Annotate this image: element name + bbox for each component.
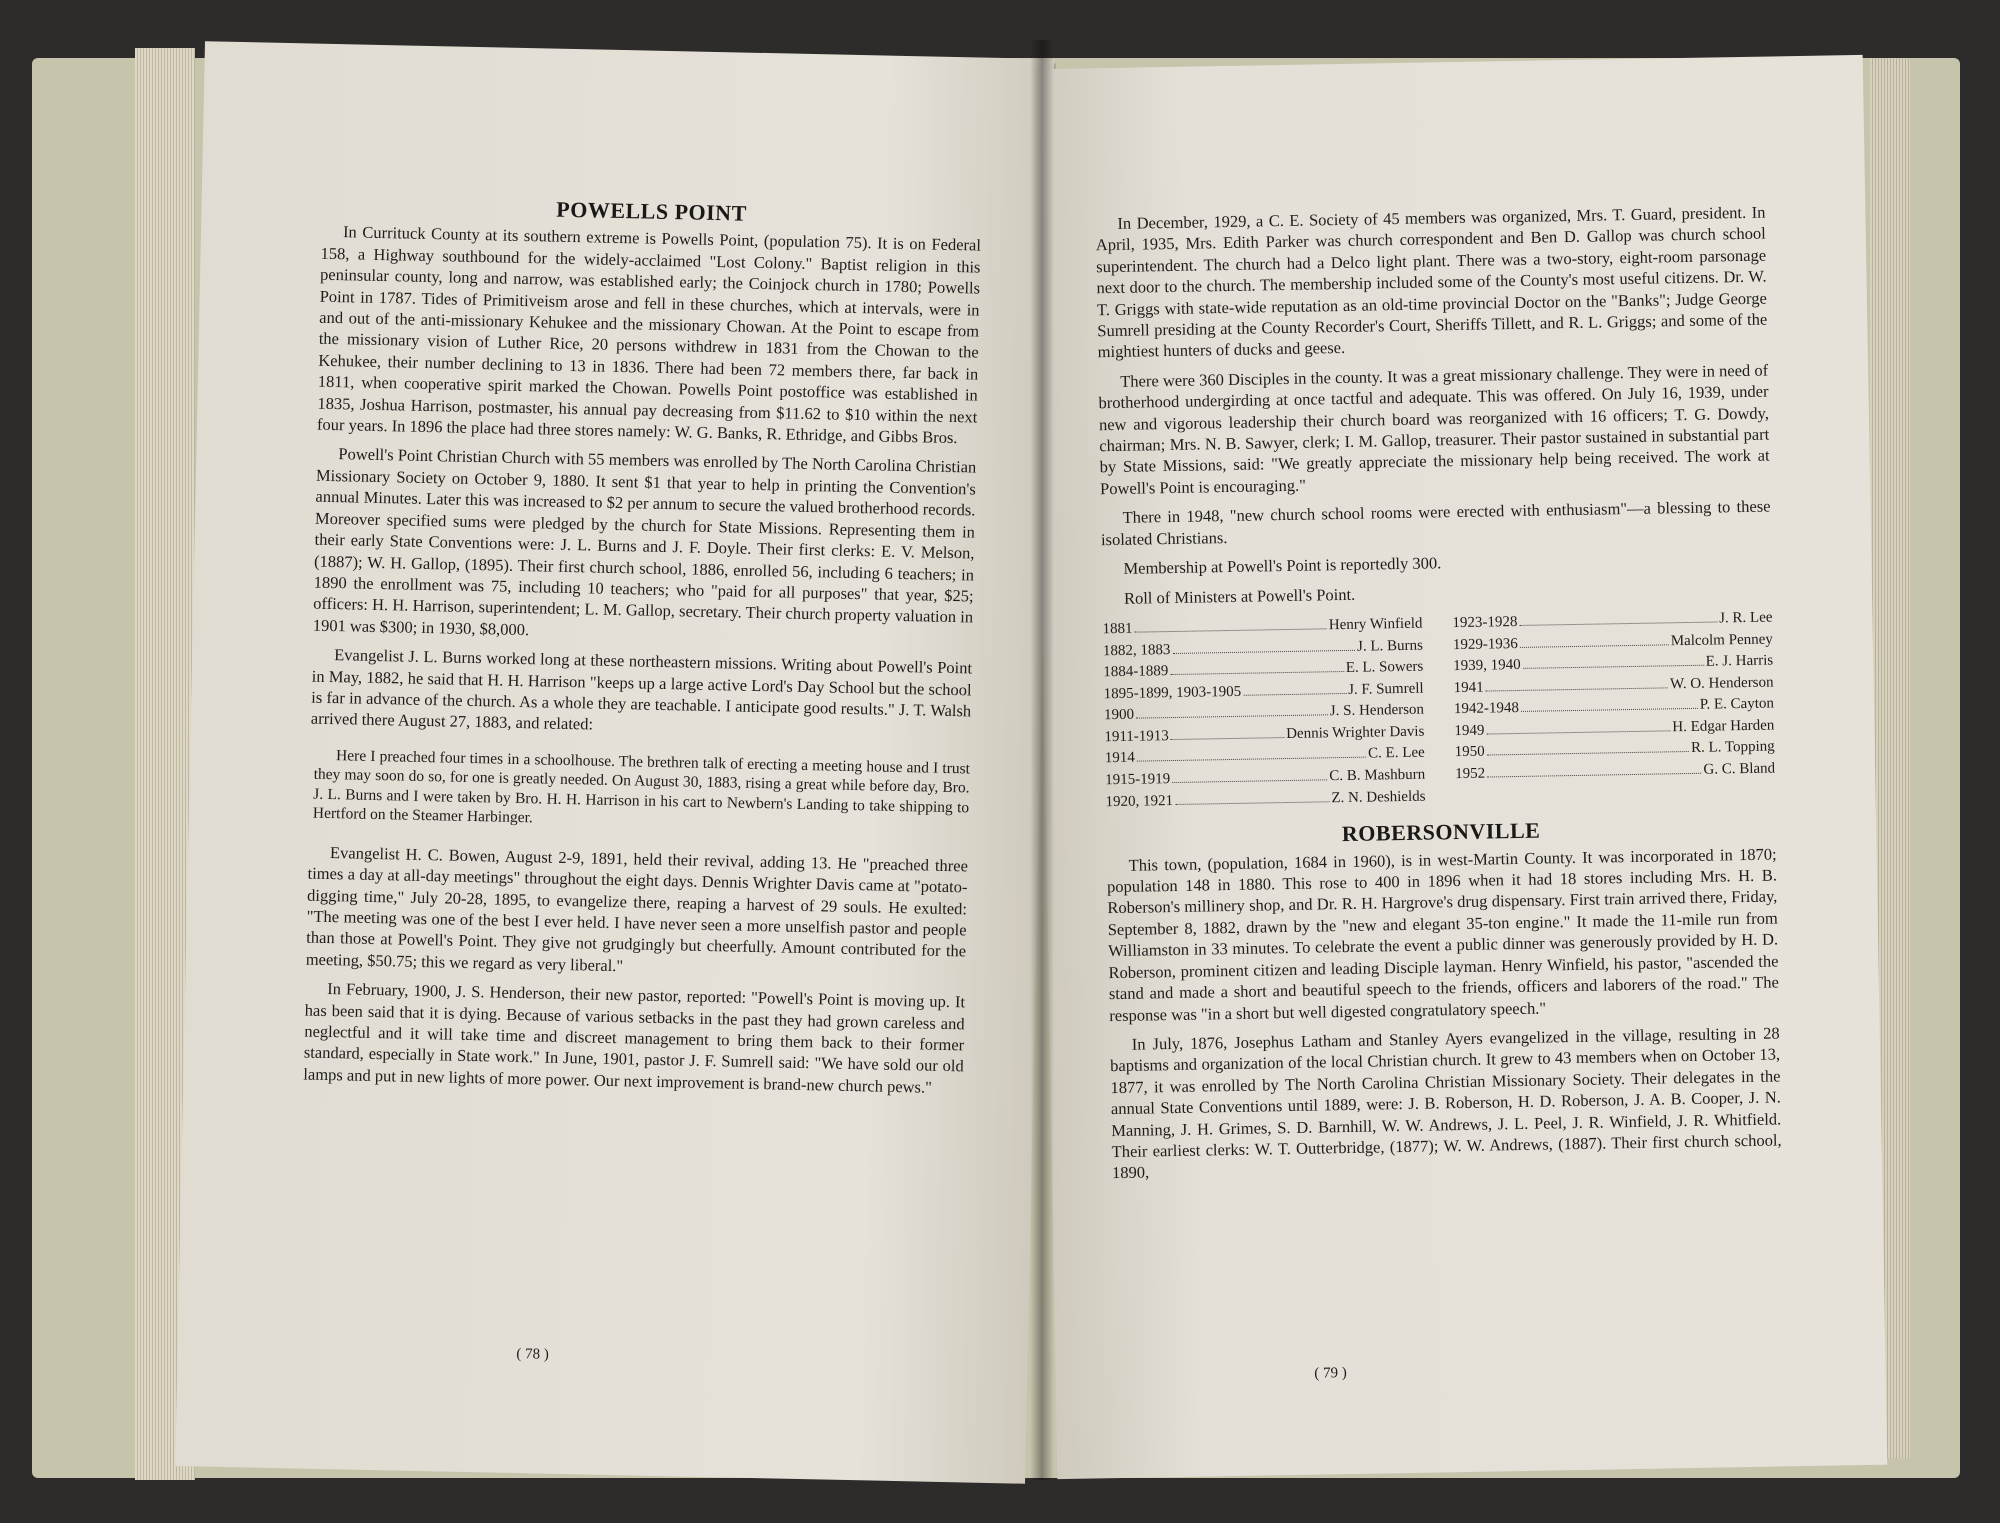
- leader-dots: [1137, 756, 1366, 762]
- roll-minister-name: P. E. Cayton: [1699, 695, 1775, 714]
- paragraph: In December, 1929, a C. E. Society of 45 members was organized, Mrs. T. Guard, president. In April, 1935, Mrs. Edith Parker was church correspondent and Ben D. Gallop was church school superintendent. The church had a Delco light plant. There was a two-story, eight-room parsonage next door to the church. The membership included some of the County's most useful citizens. Dr. W. T. Griggs with state-wide reputation as an old-time provincial Doctor on the "Banks"; Judge George Sumrell presiding at the County Recorder's Court, Sheriffs Tillett, and R. L. Griggs; and some of the mightiest hunters of ducks and geese.: [1095, 202, 1768, 362]
- roll-minister-name: E. J. Harris: [1705, 652, 1774, 670]
- roll-years: 1952: [1454, 765, 1486, 783]
- leader-dots: [1172, 648, 1355, 653]
- paragraph: There were 360 Disciples in the county. It was a great missionary challenge. They were in need of brotherhood undergirding at once tactful and adequate. This was offered. On July 16, 1939, under new and vigorous leadership their church board was reorganized with 16 officers; T. G. Dowdy, chairman; Mrs. N. B. Sawyer, clerk; I. M. Gallop, treasurer. Their pastor sustained in substantial part by State Missions, said: "We greatly appreciate the missionary help being received. The work at Powell's Point is encouraging.": [1098, 360, 1770, 499]
- roll-column-left: [1102, 614, 1425, 814]
- leader-dots: [1487, 772, 1701, 778]
- right-page-text: [1095, 202, 1782, 1192]
- roll-years: 1915-1919: [1105, 771, 1171, 789]
- paragraph: In July, 1876, Josephus Latham and Stanley Ayers evangelized in the village, resulting in 28 baptisms and organization of the local Christian church. It grew to 43 members when on October 13, 1877, it was enrolled by The North Carolina Christian Missionary Society. Their delegates in the annual State Conventions until 1889, were: J. B. Roberson, H. D. Roberson, J. A. B. Cooper, J. N. Manning, J. H. Grimes, S. D. Barnhill, W. W. Andrews, J. L. Peel, J. R. Winfield, J. R. Whitfield. Their earliest clerks: W. T. Outterbridge, (1877); W. W. Andrews, (1887). Their first church school, 1890,: [1109, 1023, 1782, 1183]
- roll-minister-name: Malcolm Penney: [1670, 631, 1773, 649]
- roll-minister-name: Z. N. Deshields: [1331, 788, 1426, 806]
- right-page: [1033, 55, 1887, 1479]
- left-page: [175, 41, 1055, 1483]
- roll-years: 1914: [1104, 750, 1135, 767]
- roll-minister-name: C. B. Mashburn: [1329, 766, 1426, 785]
- left-page-text: [303, 194, 982, 1107]
- paragraph: There in 1948, "new church school rooms were erected with enthusiasm"—a blessing to these isolated Christians.: [1100, 496, 1771, 549]
- paragraph: In February, 1900, J. S. Henderson, their new pastor, reported: "Powell's Point is moving up. It has been said that it is dying. Because of various setbacks in the past they had grown careless and neglectful and it will take time and discreet management to bring them back to their former standard, especially in State work." In June, 1901, pastor J. F. Sumrell said: "We have sold our old lamps and put in new lights of more power. Our next improvement is brand-new church pews.": [303, 979, 966, 1097]
- paragraph: Membership at Powell's Point is reportedly 300.: [1123, 553, 1442, 578]
- roll-years: 1884-1889: [1103, 663, 1169, 681]
- roll-column-right: [1452, 607, 1775, 807]
- leader-dots: [1243, 692, 1346, 696]
- roll-years: 1900: [1103, 706, 1135, 724]
- roll-row: [1105, 786, 1425, 813]
- leader-dots: [1135, 627, 1327, 632]
- paragraph: In Currituck County at its southern extreme is Powells Point, (population 75). It is on Federal 158, a Highway southbound for the widely-acclaimed "Lost Colony." Baptist religion in this peninsular county, long and narrow, was established early; the Coinjock church in 1780; Powells Point in 1787. Tides of Primitiveism arose and fell in these churches, which at intervals, were in and out of the anti-missionary Kehukee and the missionary Chowan. At the Point to escape from the missionary vision of Luther Rice, 20 persons withdrew in 1831 from the Chowan to the Kehukee, their number declining to 13 in 1836. There had been 72 members there, far back in 1811, when cooperative spirit marked the Chowan. Powells Point postoffice was established in 1835, Joshua Harrison, postmaster, his annual pay decreasing from $11.62 to $10 within the next four years. In 1896 the place had three stores namely: W. G. Banks, R. Ethridge, and Gibbs Bros.: [316, 222, 982, 448]
- leader-dots: [1170, 670, 1344, 675]
- roll-years: 1929-1936: [1452, 635, 1518, 653]
- leader-dots: [1172, 778, 1327, 783]
- roll-minister-name: E. L. Sowers: [1345, 658, 1424, 677]
- roll-years: 1939, 1940: [1453, 657, 1521, 675]
- page-number: ( 78 ): [516, 1346, 549, 1363]
- leader-dots: [1486, 686, 1668, 691]
- leader-dots: [1520, 620, 1718, 625]
- paragraph: Powell's Point Christian Church with 55 members was enrolled by The North Carolina Christian Missionary Society on October 9, 1880. It sent $1 that year to help in printing the Convention's annual Minutes. Later this was increased to $2 per annum to secure the valued brotherhood records. Moreover specified sums were pledged by the church for State Missions. Representing them in their early State Conventions were: J. L. Burns and J. F. Doyle. Their first clerks: E. V. Melson, (1887); W. H. Gallop, (1895). Their first church school, 1886, enrolled 56, including 6 teachers; in 1890 the enrollment was 75, including 10 teachers; who "paid for all purposes" that year, $25; officers: H. H. Harrison, superintendent; L. M. Gallop, secretary. Their church property valuation in 1901 was $300; in 1930, $8,000.: [312, 444, 977, 639]
- roll-minister-name: G. C. Bland: [1703, 760, 1776, 778]
- leader-dots: [1175, 800, 1329, 805]
- minister-roll: [1102, 607, 1775, 813]
- leader-dots: [1171, 736, 1284, 740]
- roll-minister-name: J. L. Burns: [1356, 637, 1424, 655]
- roll-minister-name: Dennis Wrighter Davis: [1285, 723, 1425, 742]
- leader-dots: [1523, 664, 1704, 669]
- paragraph: Roll of Ministers at Powell's Point.: [1123, 584, 1356, 608]
- roll-minister-name: J. F. Sumrell: [1348, 680, 1424, 698]
- roll-years: 1942-1948: [1453, 700, 1520, 718]
- roll-minister-name: H. Edgar Harden: [1672, 717, 1775, 736]
- roll-years: 1882, 1883: [1102, 641, 1171, 659]
- paragraph: Evangelist J. L. Burns worked long at these northeastern missions. Writing about Powell's Point in May, 1882, he said that H. H. Harrison "keeps up a large active Lord's Day School but the school is far in advance of the church. As a whole they are teachable. I anticipate good results." J. T. Walsh arrived there August 27, 1883, and related:: [310, 645, 973, 734]
- roll-minister-name: J. S. Henderson: [1329, 701, 1425, 720]
- paragraph: Evangelist H. C. Bowen, August 2-9, 1891, held their revival, adding 13. He "preached three times a day at all-day meetings" throughout the eight days. Dennis Wrighter Davis came at "potato-digging time," July 20-28, 1895, to evangelize there, reaping a harvest of 29 souls. He exulted: "The meeting was one of the best I ever held. I have never seen a more unselfish pastor and people than those at Powell's Point. They give not grudgingly but cheerfully. Amount contributed for the meeting, $50.75; this we regard as very liberal.": [305, 842, 969, 975]
- quote-text: Here I preached four times in a schoolhouse. The brethren talk of erecting a meeting house and I trust they may soon do so, for one is greatly needed. On August 30, 1883, rising a great while before day, Bro. J. L. Burns and I were taken by Bro. H. H. Harrison in his cart to Newbern's Landing to take shipping to Hertford on the Steamer Harbinger.: [312, 746, 971, 827]
- paragraph: This town, (population, 1684 in 1960), is in west-Martin County. It was incorporated in 1870; population 148 in 1880. This rose to 400 in 1896 when it had 18 stores including Mrs. H. B. Roberson's millinery shop, and Dr. R. H. Hargrove's drug dispensary. First train arrived there, Friday, September 8, 1882, drawn by the "new and elegant 35-ton engine." It made the 11-mile run from Williamston in 33 minutes. To celebrate the event a public dinner was generously provided by H. D. Roberson, prominent citizen and leading Disciple layman. Henry Winfield, his pastor, "ascended the stand and made a short and beautiful speech to the friends, officers and laborers of the road." The response was "in a short but well digested congratulatory speech.": [1106, 844, 1779, 1025]
- book-gutter: [1030, 40, 1054, 1480]
- roll-minister-name: W. O. Henderson: [1669, 674, 1774, 693]
- roll-minister-name: C. E. Lee: [1367, 745, 1425, 763]
- roll-years: 1895-1899, 1903-1905: [1103, 683, 1242, 702]
- leader-dots: [1520, 643, 1669, 648]
- leader-dots: [1486, 729, 1670, 734]
- section-title: POWELLS POINT: [556, 196, 748, 226]
- roll-years: 1941: [1453, 679, 1484, 696]
- leader-dots: [1136, 714, 1328, 719]
- page-number: ( 79 ): [1314, 1365, 1347, 1382]
- roll-minister-name: Henry Winfield: [1328, 615, 1423, 634]
- leader-dots: [1487, 750, 1689, 756]
- roll-years: 1923-1928: [1452, 613, 1518, 632]
- roll-row: [1455, 759, 1775, 786]
- roll-years: 1950: [1454, 744, 1485, 761]
- roll-minister-name: J. R. Lee: [1718, 609, 1773, 627]
- roll-years: 1920, 1921: [1105, 792, 1174, 810]
- roll-years: 1949: [1454, 722, 1485, 739]
- leader-dots: [1521, 707, 1698, 712]
- roll-years: 1881: [1102, 620, 1133, 638]
- roll-years: 1911-1913: [1104, 727, 1170, 746]
- block-quote: [309, 745, 970, 837]
- section-title: ROBERSONVILLE: [1341, 817, 1541, 847]
- roll-minister-name: R. L. Topping: [1690, 738, 1775, 757]
